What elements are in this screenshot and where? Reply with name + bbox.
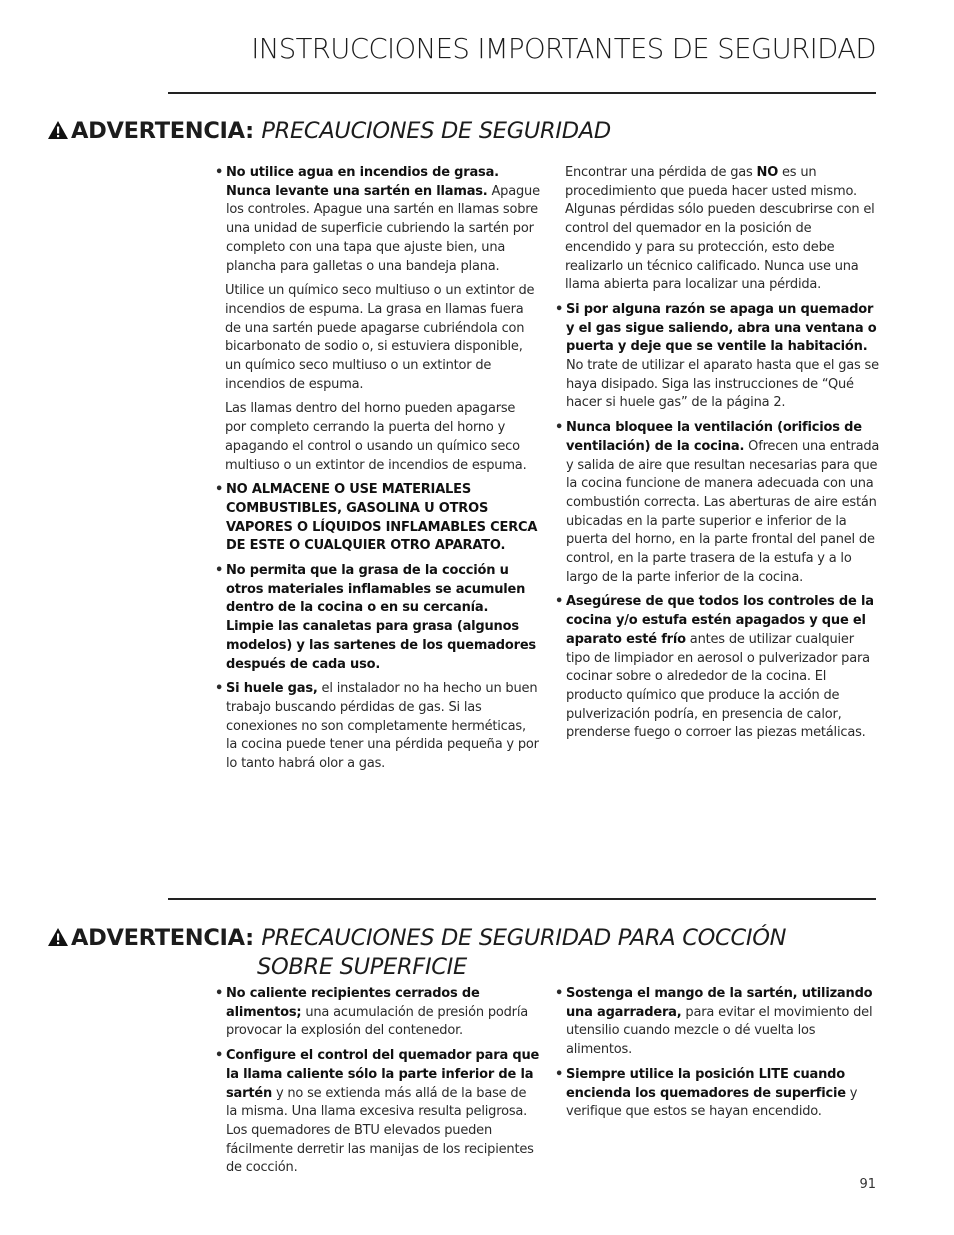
page-number: 91 (859, 1177, 876, 1192)
warning-subtitle-continued: SOBRE SUPERFICIE (257, 954, 467, 980)
bullet-text: Ofrecen una entrada y salida de aire que resultan necesarias para que la cocina funcione de manera adecuada con una combustión correcta. Las aberturas de aire están ubicadas en la parte superior e inferior de la puerta del horno, en la parte frontal del panel de control, en la parte trasera de la estufa y a lo largo de la parte inferior de la cocina. (566, 438, 880, 585)
bullet-bold-text: Sostenga el mango de la sartén, utilizando una agarradera, (566, 986, 873, 1020)
warning-subtitle: PRECAUCIONES DE SEGURIDAD (261, 118, 611, 144)
bullet-text: antes de utilizar cualquier tipo de limpiador en aerosol o pulverizador para cocinar sobre o alrededor de la cocina. El producto químico que produce la acción de pulverización podría, en presencia de calor, prenderse fuego o corroer las piezas metálicas. (566, 631, 870, 741)
paragraph: Las llamas dentro del horno pueden apagarse por completo cerrando la puerta del horno y apagando el control o usando un químico seco multiuso o un extintor de incendios de espuma. (225, 401, 527, 473)
list-item (555, 593, 880, 743)
paragraph-bold-text: NO (756, 165, 779, 180)
bullet-bold-text: Si por alguna razón se apaga un quemador y el gas sigue saliendo, abra una ventana o puerta y deje que se ventile la habitación. (566, 301, 877, 355)
paragraph (555, 164, 880, 295)
warning-heading-surface-cooking (47, 924, 786, 982)
bullet-text: para evitar el movimiento del utensilio cuando mezcle o dé vuelta los alimentos. (566, 1004, 873, 1058)
bullet-bold-text: Configure el control del quemador para que la llama caliente sólo la parte inferior de la sartén (226, 1048, 540, 1101)
bullet-text: el instalador no ha hecho un buen trabajo buscando pérdidas de gas. Si las conexiones no son completamente herméticas, la cocina puede tener una pérdida pequeña y por lo tanto habrá olor a gas. (226, 681, 539, 772)
list-item (215, 1047, 540, 1178)
bullet-bold-text: No permita que la grasa de la cocción u otros materiales inflamables se acumulen dentro de la cocina o en su cercanía. Limpie las canaletas para grasa (algunos modelos) y las sartenes de los quemadores después de cada uso. (226, 563, 536, 672)
paragraph-text: Encontrar una pérdida de gas (565, 165, 757, 180)
bullet-bold-text: Asegúrese de que todos los controles de la cocina y/o estufa estén apagados y que el aparato esté frío (566, 594, 874, 647)
list-item (215, 680, 540, 774)
list-item (555, 301, 880, 413)
section2-column-left (215, 985, 540, 1184)
bullet-bold-text: Si huele gas, (226, 681, 318, 697)
section1-column-right (555, 164, 880, 749)
warning-triangle-icon (47, 120, 69, 140)
list-item (555, 1066, 880, 1122)
list-item (215, 562, 540, 674)
paragraph-text: es un procedimiento que pueda hacer usted mismo. Algunas pérdidas sólo pueden descubrirse con el control del quemador en la posición de encendido y para su protección, esto debe realizarlo un técnico calificado. Nunca use una llama abierta para localizar una pérdida. (565, 165, 875, 293)
section1-column-left (215, 164, 540, 780)
bullet-text: y no se extienda más allá de la base de la misma. Una llama excesiva resulta peligrosa. Los quemadores de BTU elevados pueden fácilmente derretir las manijas de los recipientes de cocción. (226, 1085, 534, 1176)
bullet-text: Apague los controles. Apague una sartén en llamas sobre una unidad de superficie cubriendo la sartén por completo con una tapa que ajuste bien, una plancha para galletas o una bandeja plana. (226, 183, 540, 274)
list-item (215, 164, 540, 276)
bullet-text: una acumulación de presión podría provocar la explosión del contenedor. (226, 1004, 529, 1039)
list-item (555, 419, 880, 587)
warning-heading-safety (47, 117, 611, 146)
page-title: INSTRUCCIONES IMPORTANTES DE SEGURIDAD (251, 33, 876, 65)
section-divider (168, 898, 876, 900)
bullet-bold-text: NO ALMACENE O USE MATERIALES COMBUSTIBLES, GASOLINA U OTROS VAPORES O LÍQUIDOS INFLAMABLES CERCA DE ESTE O CUALQUIER OTRO APARATO. (226, 482, 538, 554)
paragraph: Utilice un químico seco multiuso o un extintor de incendios de espuma. La grasa en llamas fuera de una sartén puede apagarse cubriéndola con bicarbonato de sodio o, si estuviera disponible, un químico seco multiuso o un extintor de incendios de espuma. (225, 283, 535, 392)
bullet-bold-text: No caliente recipientes cerrados de alimentos; (226, 986, 480, 1020)
top-divider (168, 92, 876, 94)
warning-triangle-icon (47, 927, 69, 947)
bullet-text: No trate de utilizar el aparato hasta que el gas se haya disipado. Siga las instrucciones de “Qué hacer si huele gas” de la página 2. (566, 358, 879, 411)
bullet-bold-text: Nunca bloquee la ventilación (orificios de ventilación) de la cocina. (566, 420, 862, 454)
warning-label: ADVERTENCIA: (71, 118, 254, 144)
section2-column-right (555, 985, 880, 1128)
list-item (215, 985, 540, 1041)
list-item (555, 985, 880, 1060)
warning-label: ADVERTENCIA: (71, 925, 254, 951)
list-item (215, 481, 540, 556)
bullet-text: y verifique que estos se hayan encendido. (566, 1085, 858, 1120)
warning-subtitle: PRECAUCIONES DE SEGURIDAD PARA COCCIÓN (261, 925, 787, 951)
bullet-bold-text: Siempre utilice la posición LITE cuando encienda los quemadores de superficie (566, 1066, 846, 1101)
bullet-bold-text: No utilice agua en incendios de grasa. Nunca levante una sartén en llamas. (226, 165, 499, 199)
